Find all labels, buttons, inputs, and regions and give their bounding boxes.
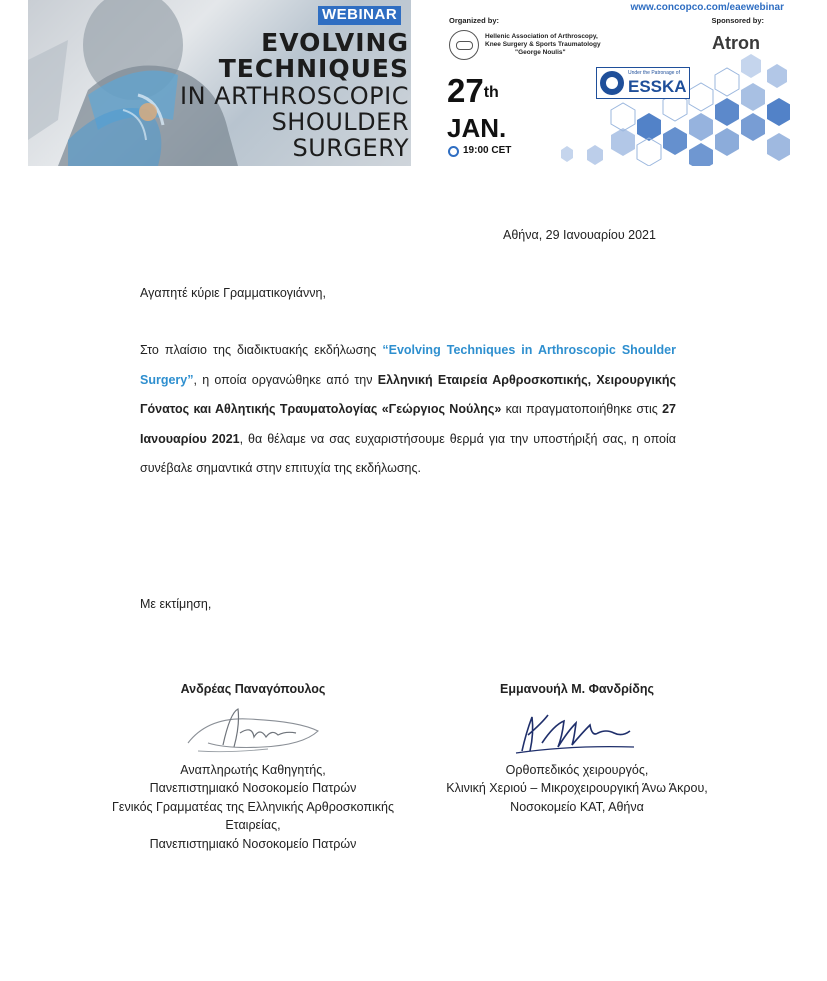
handwritten-signature-left: [168, 703, 338, 759]
event-month: JAN.: [447, 113, 507, 143]
letter-salutation: Αγαπητέ κύριε Γραμματικογιάννη,: [140, 286, 326, 300]
event-day: [447, 74, 499, 107]
letter-closing: Με εκτίμηση,: [140, 597, 212, 611]
signatory-title-left-2: Πανεπιστημιακό Νοσοκομείο Πατρών: [149, 781, 357, 795]
organized-by-label: Organized by:: [449, 16, 500, 25]
signatory-title-right-1: Ορθοπεδικός χειρουργός,: [505, 762, 649, 777]
webinar-tag: WEBINAR: [318, 6, 401, 25]
sponsor-logo: Atron: [712, 33, 760, 53]
banner-artwork-panel: [28, 0, 411, 166]
signature-left: [88, 680, 418, 853]
signatory-title-left-4: Εταιρείας,: [225, 818, 281, 832]
organizer-line-1: Hellenic Association of Arthroscopy,: [485, 33, 598, 40]
signatory-title-right-2: Κλινική Χεριού – Μικροχειρουργική Άνω Άκρου,: [446, 781, 708, 795]
hellenic-association-logo: [449, 30, 479, 60]
organizer-line-2: Knee Surgery & Sports Traumatology: [485, 41, 601, 48]
signatory-title-left-5: Πανεπιστημιακό Νοσοκομείο Πατρών: [149, 836, 357, 851]
handwritten-signature-right: [502, 703, 652, 759]
body-text-1: Στο πλαίσιο της διαδικτυακής εκδήλωσης: [140, 343, 383, 357]
signatory-title-left-1: Αναπληρωτής Καθηγητής,: [180, 762, 326, 777]
signature-right: [424, 680, 730, 816]
signatory-name-left: Ανδρέας Παναγόπουλος: [180, 682, 326, 696]
event-date: 27 Ιανουαρίου 2021: [140, 402, 677, 446]
banner-title-line-3: IN ARTHROSCOPIC: [180, 82, 409, 110]
banner-title-line-1: EVOLVING: [261, 28, 409, 57]
signatory-name-right: Εμμανουήλ Μ. Φανδρίδης: [500, 682, 654, 696]
event-day-number: 27: [447, 72, 484, 109]
organizer-line-3: "George Noulis": [515, 49, 566, 56]
sponsored-by-label: Sponsored by:: [711, 16, 764, 25]
signatory-title-right-3: Νοσοκομείο ΚΑΤ, Αθήνα: [510, 799, 644, 814]
body-text-2: , η οποία οργανώθηκε από την: [193, 372, 378, 387]
patronage-label: Under the Patronage of: [628, 70, 680, 76]
body-text-4: , θα θέλαμε να σας ευχαριστήσουμε θερμά για την υποστήριξή σας, η οποία συνέβαλε σημαντικά στην επιτυχία της εκδήλωσης.: [140, 431, 676, 475]
event-day-suffix: th: [483, 84, 499, 101]
clock-icon: [448, 146, 459, 157]
event-title: “Evolving Techniques in Arthroscopic Shoulder Surgery”: [140, 343, 676, 387]
banner-title-line-5: SURGERY: [292, 134, 409, 162]
body-text-3: και πραγματοποιήθηκε στις: [501, 402, 663, 416]
society-name: Ελληνική Εταιρεία Αρθροσκοπικής, Χειρουργικής Γόνατος και Αθλητικής Τραυματολογίας «Γεώργιος Νούλης»: [140, 372, 676, 416]
signatory-title-left-3: Γενικός Γραμματέας της Ελληνικής Αρθροσκοπικής: [111, 799, 394, 814]
webinar-banner: [28, 0, 790, 166]
letter-body: [140, 336, 676, 484]
event-time: 19:00 CET: [463, 145, 512, 156]
esska-patronage-logo: [596, 67, 690, 99]
organizer-name: [485, 33, 625, 57]
esska-emblem-icon: [600, 71, 624, 95]
event-url: www.concopco.com/eaewebinar: [630, 2, 784, 13]
banner-info-panel: [437, 0, 790, 166]
banner-title-line-4: SHOULDER: [271, 108, 409, 136]
esska-name: ESSKA: [628, 77, 687, 96]
banner-title-line-2: TECHNIQUES: [218, 54, 409, 83]
letter-date: Αθήνα, 29 Ιανουαρίου 2021: [503, 228, 656, 242]
